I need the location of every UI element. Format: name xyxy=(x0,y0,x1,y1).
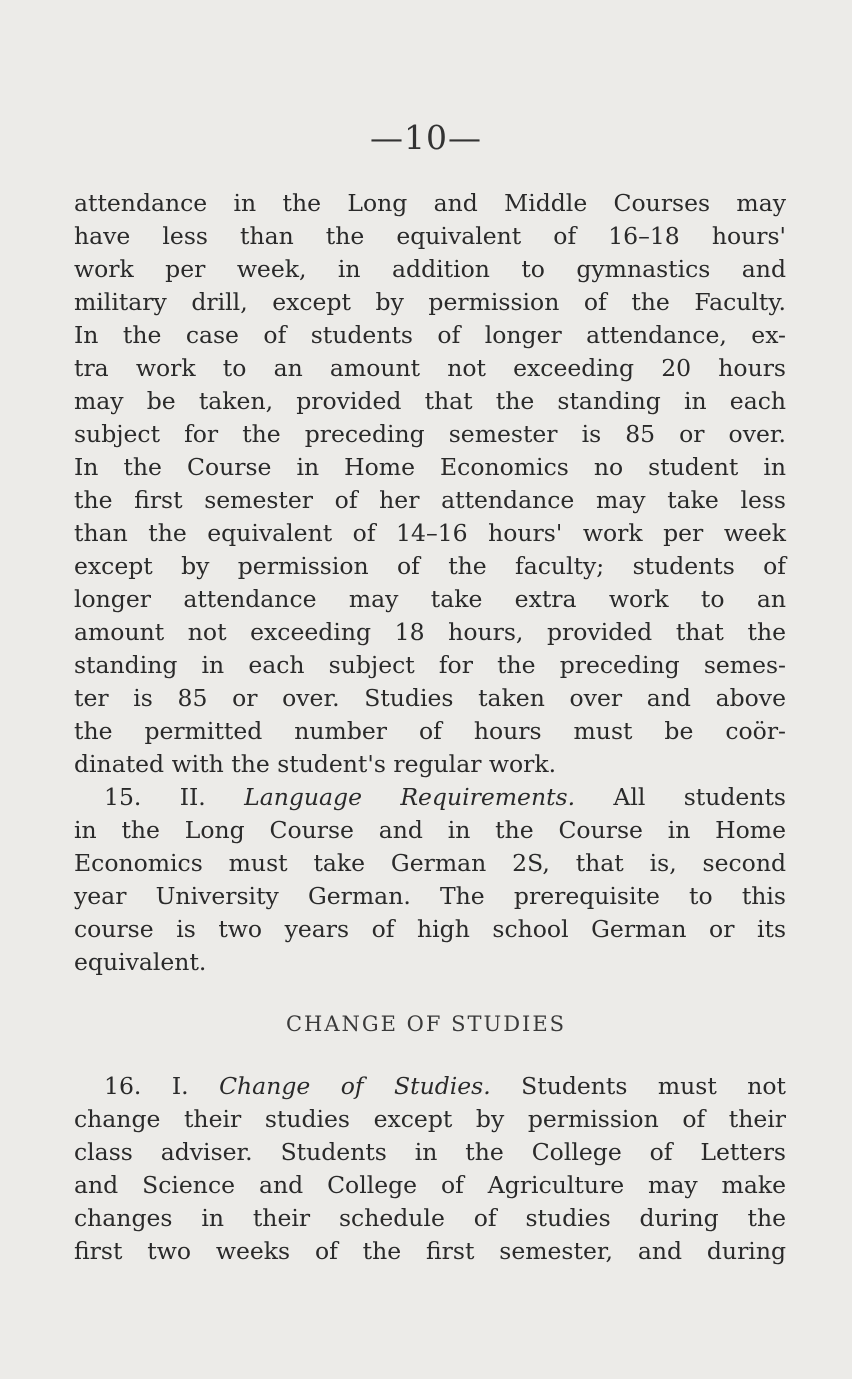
section-15-first-line xyxy=(74,781,786,814)
text-line: military drill, except by permission of the Faculty. xyxy=(74,288,786,316)
text-line: subject for the preceding semester is 85 or over. xyxy=(74,420,786,448)
text-line: standing in each subject for the preceding semes- xyxy=(74,651,786,679)
section-15-number: 15. II. xyxy=(104,783,206,811)
text-line: have less than the equivalent of 16–18 hours' xyxy=(74,222,786,250)
section-16-text: Students must not xyxy=(521,1072,786,1100)
text-line: longer attendance may take extra work to an xyxy=(74,585,786,613)
text-block-change-of-studies xyxy=(74,1070,786,1268)
text-line: tra work to an amount not exceeding 20 hours xyxy=(74,354,786,382)
text-line: change their studies except by permission of their xyxy=(74,1105,786,1133)
text-line: class adviser. Students in the College of Letters xyxy=(74,1138,786,1166)
text-line: the permitted number of hours must be coör- xyxy=(74,717,786,745)
text-line: attendance in the Long and Middle Courses may xyxy=(74,189,786,217)
text-line: may be taken, provided that the standing in each xyxy=(74,387,786,415)
text-line: changes in their schedule of studies during the xyxy=(74,1204,786,1232)
section-16-title: Change of Studies. xyxy=(219,1072,491,1100)
text-line: than the equivalent of 14–16 hours' work per week xyxy=(74,519,786,547)
text-line: work per week, in addition to gymnastics and xyxy=(74,255,786,283)
text-line: dinated with the student's regular work. xyxy=(74,750,557,778)
section-heading: CHANGE OF STUDIES xyxy=(285,1012,567,1036)
text-line: course is two years of high school German or its xyxy=(74,915,786,943)
section-16-first-line xyxy=(74,1070,786,1103)
text-line: except by permission of the faculty; students of xyxy=(74,552,786,580)
section-16-number: 16. I. xyxy=(104,1072,189,1100)
page-number: —10— xyxy=(370,118,482,157)
text-line: In the case of students of longer attendance, ex- xyxy=(74,321,786,349)
text-block-attendance xyxy=(74,187,786,979)
text-line: ter is 85 or over. Studies taken over and above xyxy=(74,684,786,712)
text-line: the first semester of her attendance may take less xyxy=(74,486,786,514)
text-line: Economics must take German 2S, that is, second xyxy=(74,849,786,877)
text-line: amount not exceeding 18 hours, provided that the xyxy=(74,618,786,646)
text-line: and Science and College of Agriculture may make xyxy=(74,1171,786,1199)
section-15-text: All students xyxy=(613,783,786,811)
text-line: year University German. The prerequisite to this xyxy=(74,882,786,910)
text-line: first two weeks of the first semester, and during xyxy=(74,1237,786,1265)
text-line: In the Course in Home Economics no student in xyxy=(74,453,786,481)
section-15-title: Language Requirements. xyxy=(244,783,576,811)
text-line: in the Long Course and in the Course in Home xyxy=(74,816,786,844)
text-line: equivalent. xyxy=(74,948,207,976)
